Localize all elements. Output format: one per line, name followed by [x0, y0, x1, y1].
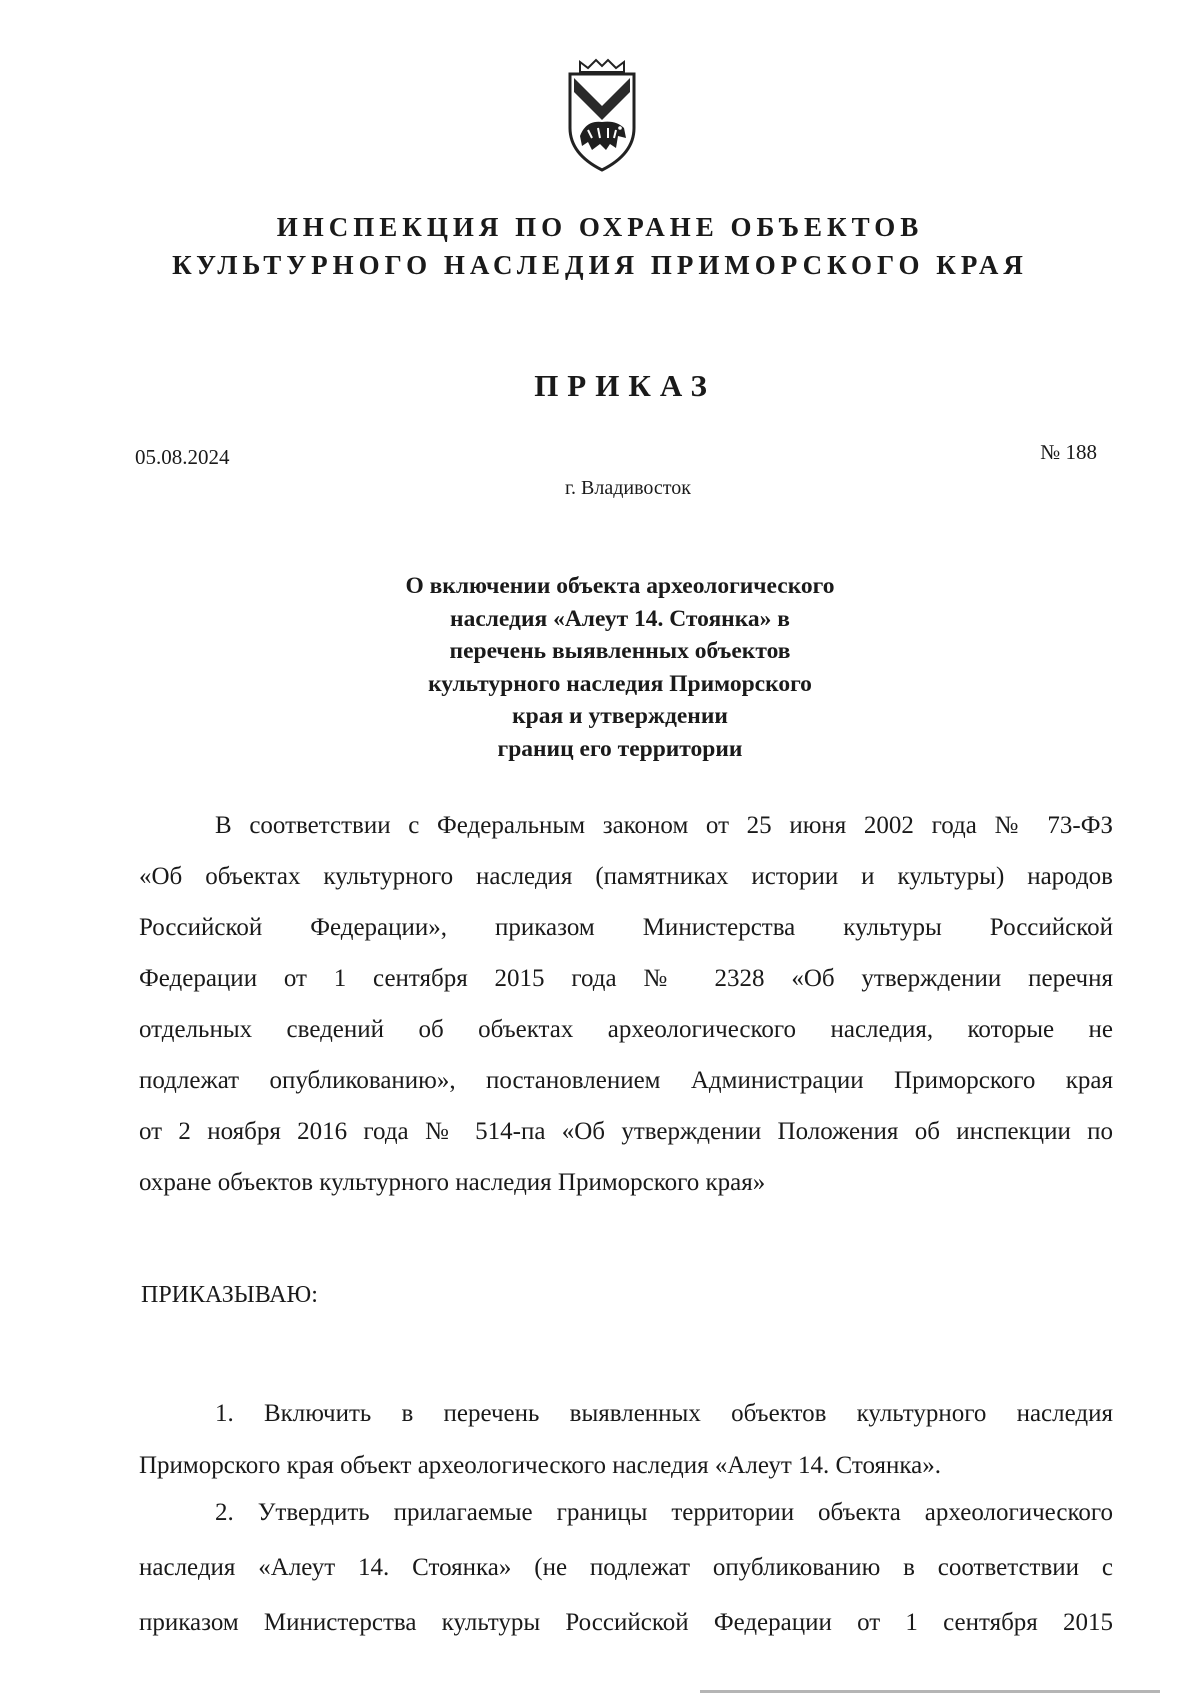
- subject-line: О включении объекта археологического: [405, 573, 835, 599]
- paragraph-line: 1. Включить в перечень выявленных объектов культурного наследия: [215, 1400, 1113, 1427]
- preamble-paragraph: [139, 800, 1113, 1208]
- paragraph-line: «Об объектах культурного наследия (памятниках истории и культуры) народов: [139, 863, 1113, 890]
- subject-line: наследия «Алеут 14. Стоянка» в: [450, 605, 790, 632]
- order-word: ПРИКАЗЫВАЮ:: [141, 1282, 318, 1308]
- document-date: 05.08.2024: [135, 445, 230, 469]
- subject-line: культурного наследия Приморского: [428, 670, 812, 697]
- document-subject: [370, 570, 870, 765]
- document-city: г. Владивосток: [565, 477, 691, 499]
- paragraph-line: Российской Федерации», приказом Министерства культуры Российской: [139, 914, 1113, 941]
- subject-line: перечень выявленных объектов: [449, 638, 791, 664]
- scan-edge-divider: [700, 1690, 1160, 1693]
- paragraph-line: наследия «Алеут 14. Стоянка» (не подлежат опубликованию в соответствии с: [139, 1554, 1113, 1581]
- paragraph-line: Федерации от 1 сентября 2015 года № 2328 «Об утверждении перечня: [139, 965, 1113, 992]
- order-item-1: [139, 1388, 1113, 1492]
- paragraph-line: приказом Министерства культуры Российской Федерации от 1 сентября 2015: [139, 1609, 1113, 1636]
- paragraph-line: отдельных сведений об объектах археологического наследия, которые не: [139, 1016, 1113, 1043]
- document-number: № 188: [1040, 440, 1097, 464]
- coat-of-arms-icon: [566, 58, 638, 176]
- paragraph-line: охране объектов культурного наследия Приморского края»: [139, 1169, 766, 1196]
- paragraph-line: Приморского края объект археологического наследия «Алеут 14. Стоянка».: [139, 1452, 942, 1479]
- paragraph-line: 2. Утвердить прилагаемые границы территории объекта археологического: [215, 1499, 1113, 1526]
- agency-name-line2: КУЛЬТУРНОГО НАСЛЕДИЯ ПРИМОРСКОГО КРАЯ: [172, 250, 1028, 280]
- agency-name-line1: ИНСПЕКЦИЯ ПО ОХРАНЕ ОБЪЕКТОВ: [276, 212, 924, 242]
- subject-line: границ его территории: [497, 735, 743, 762]
- subject-line: края и утверждении: [512, 703, 728, 729]
- paragraph-line: подлежат опубликованию», постановлением Администрации Приморского края: [139, 1067, 1113, 1094]
- paragraph-line: В соответствии с Федеральным законом от 25 июня 2002 года № 73-ФЗ: [215, 812, 1113, 839]
- order-item-2: [139, 1485, 1113, 1650]
- document-type: ПРИКАЗ: [534, 368, 716, 403]
- paragraph-line: от 2 ноября 2016 года № 514-па «Об утверждении Положения об инспекции по: [139, 1118, 1113, 1145]
